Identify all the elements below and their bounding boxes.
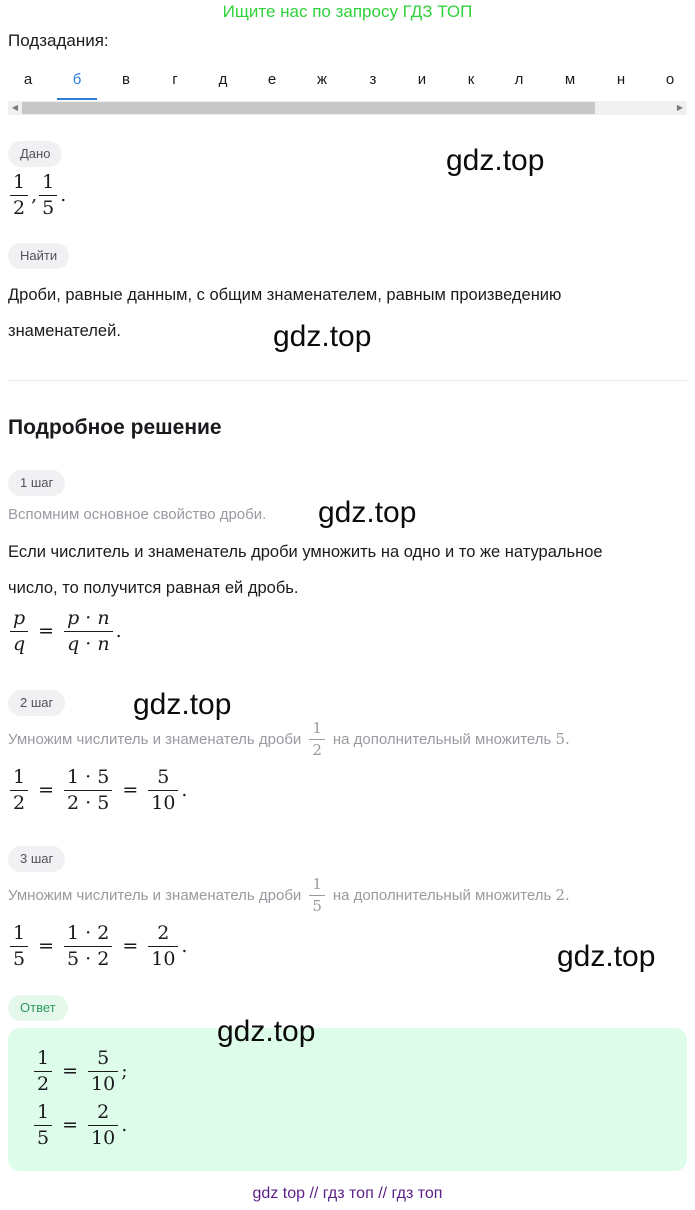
answer-line-2: $\frac{1}{5}$ = $\frac{2}{10}$ . — [32, 1102, 127, 1149]
watermark: gdz.top — [217, 1015, 316, 1048]
tab-i[interactable]: и — [417, 71, 427, 88]
subtasks-title: Подзадания: — [8, 31, 109, 50]
find-text: Дроби, равные данным, с общим знаменателем, равным произведению знаменателей. — [8, 286, 562, 340]
tab-m[interactable]: м — [564, 71, 576, 88]
step3-hint: Умножим числитель и знаменатель дроби $\frac{1}{5}$ на дополнительный множитель 2. — [8, 875, 570, 915]
tab-e[interactable]: е — [267, 71, 277, 88]
scroll-left-arrow-icon[interactable]: ◀ — [11, 103, 19, 112]
solution-title: Подробное решение — [8, 416, 222, 439]
answer-box — [8, 1028, 687, 1171]
tabs-scrollbar[interactable] — [8, 101, 687, 115]
divider — [8, 380, 687, 381]
step3-label: 3 шаг — [8, 846, 65, 872]
tab-k[interactable]: к — [467, 71, 475, 88]
watermark: gdz.top — [446, 144, 545, 177]
subtask-tabs — [0, 60, 695, 100]
step2-equation: $\frac{1}{2}$ = $\frac{1 \cdot 5}{2 \cdot 5}$ = $\frac{5}{10}$ . — [8, 767, 187, 814]
step3-equation: $\frac{1}{5}$ = $\frac{1 \cdot 2}{5 \cdot 2}$ = $\frac{2}{10}$ . — [8, 923, 187, 970]
step1-label: 1 шаг — [8, 470, 65, 496]
step1-formula: $\frac{p}{q}$ = $\frac{p \cdot n}{q \cdot n}$ . — [8, 608, 122, 655]
scroll-thumb[interactable] — [22, 102, 595, 114]
tab-o[interactable]: о — [665, 71, 675, 88]
tab-v[interactable]: в — [122, 71, 130, 88]
tab-n[interactable]: н — [616, 71, 626, 88]
tab-z[interactable]: з — [369, 71, 377, 88]
tab-l[interactable]: л — [514, 71, 524, 88]
tab-g[interactable]: г — [172, 71, 178, 88]
step2-label: 2 шаг — [8, 690, 65, 716]
scroll-right-arrow-icon[interactable]: ▶ — [676, 103, 684, 112]
tab-a[interactable]: а — [23, 71, 33, 88]
step1-text: Если числитель и знаменатель дроби умножить на одно и то же натуральное число, то получится равная ей дробь. — [8, 543, 603, 597]
given-label: Дано — [8, 141, 62, 167]
tab-zh[interactable]: ж — [316, 71, 328, 88]
footer-links[interactable]: gdz top // гдз топ // гдз топ — [252, 1185, 443, 1202]
watermark: gdz.top — [557, 940, 656, 973]
promo-banner[interactable]: Ищите нас по запросу ГДЗ ТОП — [222, 2, 473, 21]
tab-b[interactable]: б — [57, 60, 97, 100]
answer-label: Ответ — [8, 995, 68, 1021]
step2-hint: Умножим числитель и знаменатель дроби $\frac{1}{2}$ на дополнительный множитель 5. — [8, 719, 570, 759]
watermark: gdz.top — [273, 320, 372, 353]
watermark: gdz.top — [133, 688, 232, 721]
watermark: gdz.top — [318, 496, 417, 529]
answer-line-1: $\frac{1}{2}$ = $\frac{5}{10}$ ; — [32, 1048, 128, 1095]
step1-hint: Вспомним основное свойство дроби. — [8, 506, 267, 523]
given-fractions: $\frac{1}{2}$ , $\frac{1}{5}$ . — [8, 172, 66, 219]
find-label: Найти — [8, 243, 69, 269]
tab-d[interactable]: д — [218, 71, 228, 88]
